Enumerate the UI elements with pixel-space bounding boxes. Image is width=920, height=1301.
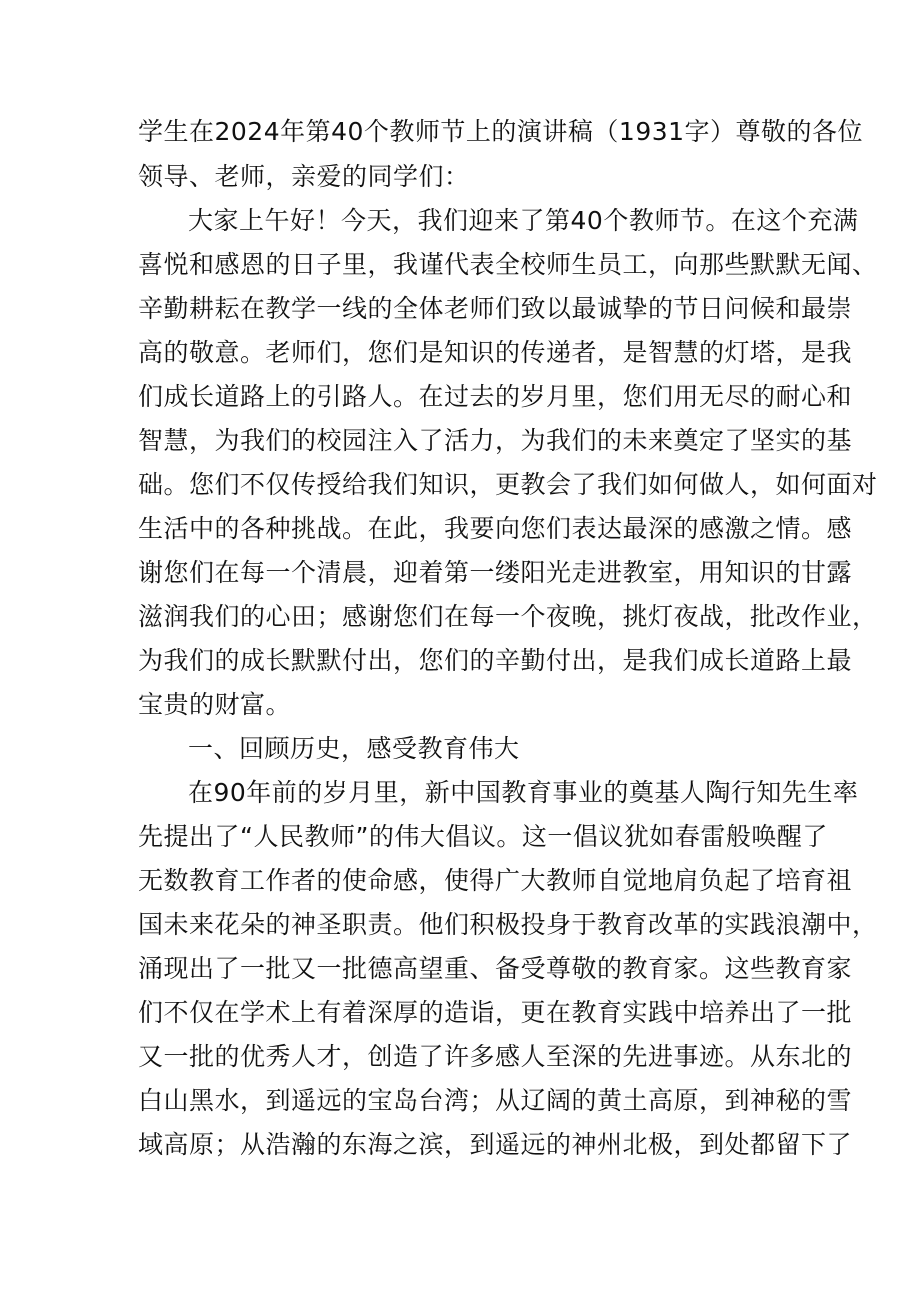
paragraph-line: 谢您们在每一个清晨，迎着第一缕阳光走进教室，用知识的甘露 [138,558,853,587]
title-line: 学生在2024年第40个教师节上的演讲稿（1931字）尊敬的各位 [138,117,864,146]
paragraph-line: 础。您们不仅传授给我们知识，更教会了我们如何做人，如何面对 [138,470,878,499]
paragraph-line: 喜悦和感恩的日子里，我谨代表全校师生员工，向那些默默无闻、 [138,250,878,279]
paragraph-line: 涌现出了一批又一批德高望重、备受尊敬的教育家。这些教育家 [138,954,853,983]
paragraph-line: 在90年前的岁月里，新中国教育事业的奠基人陶行知先生率 [188,778,859,807]
title-line: 领导、老师，亲爱的同学们： [138,162,470,191]
paragraph-line: 白山黑水，到遥远的宝岛台湾；从辽阔的黄土高原，到神秘的雪 [138,1086,853,1115]
paragraph-line: 域高原；从浩瀚的东海之滨，到遥远的神州北极，到处都留下了 [138,1130,853,1159]
paragraph-line: 高的敬意。老师们，您们是知识的传递者，是智慧的灯塔，是我 [138,338,853,367]
paragraph-line: 生活中的各种挑战。在此，我要向您们表达最深的感激之情。感 [138,514,853,543]
paragraph-line: 们不仅在学术上有着深厚的造诣，更在教育实践中培养出了一批 [138,998,853,1027]
paragraph-line: 为我们的成长默默付出，您们的辛勤付出，是我们成长道路上最 [138,646,853,675]
paragraph-line: 大家上午好！今天，我们迎来了第40个教师节。在这个充满 [188,206,859,235]
section-heading: 一、回顾历史，感受教育伟大 [188,734,520,763]
paragraph-line: 先提出了“人民教师”的伟大倡议。这一倡议犹如春雷般唤醒了 [138,822,828,851]
paragraph-line: 滋润我们的心田；感谢您们在每一个夜晚，挑灯夜战，批改作业， [138,602,878,631]
paragraph-line: 辛勤耕耘在教学一线的全体老师们致以最诚挚的节日问候和最崇 [138,294,853,323]
paragraph-line: 国未来花朵的神圣职责。他们积极投身于教育改革的实践浪潮中， [138,910,878,939]
paragraph-line: 们成长道路上的引路人。在过去的岁月里，您们用无尽的耐心和 [138,382,853,411]
paragraph-line: 又一批的优秀人才，创造了许多感人至深的先进事迹。从东北的 [138,1042,853,1071]
paragraph-line: 无数教育工作者的使命感，使得广大教师自觉地肩负起了培育祖 [138,866,853,895]
paragraph-line: 智慧，为我们的校园注入了活力，为我们的未来奠定了坚实的基 [138,426,853,455]
paragraph-line: 宝贵的财富。 [138,690,292,719]
